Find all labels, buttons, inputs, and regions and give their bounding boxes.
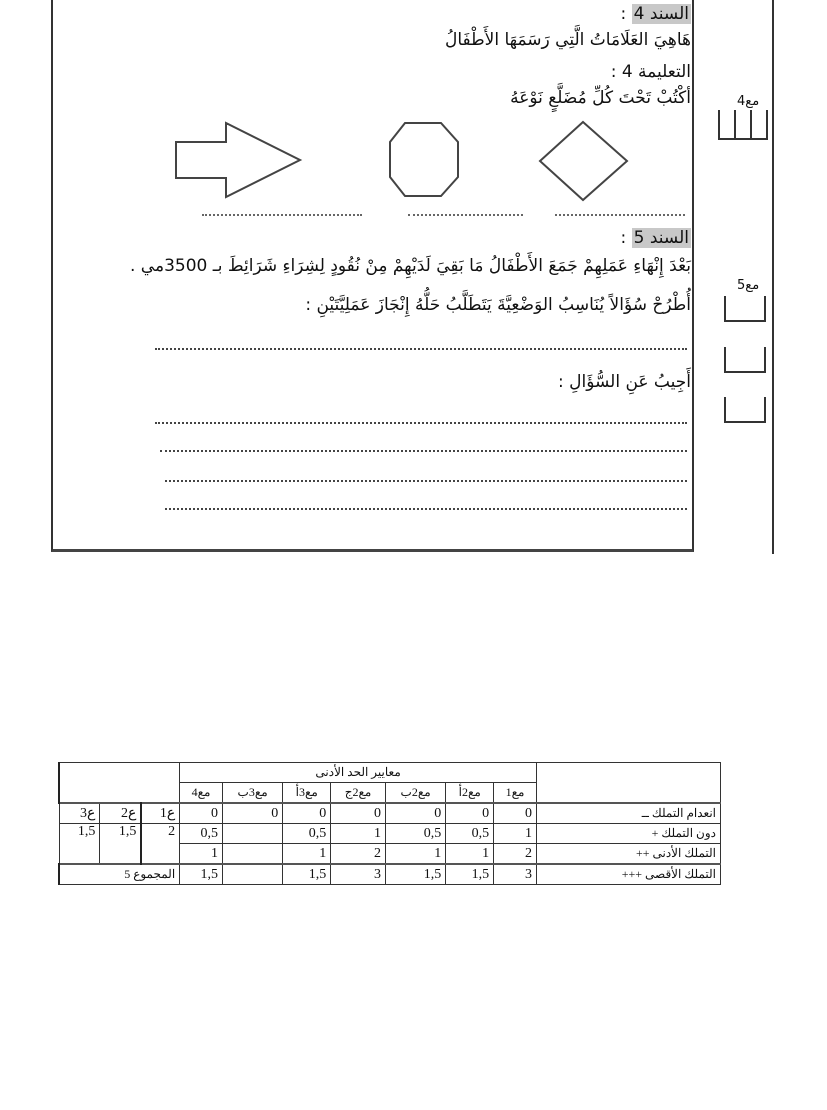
score-cell xyxy=(223,824,283,844)
excellence-score: 1,5 xyxy=(100,824,142,865)
section4-heading xyxy=(621,4,692,24)
criterion-header: مع4 xyxy=(180,783,223,804)
criterion-header: مع3أ xyxy=(283,783,331,804)
score-cell: 0,5 xyxy=(283,824,331,844)
criterion-header: مع1 xyxy=(494,783,537,804)
colon: : xyxy=(620,4,627,24)
total-label: المجموع 5 xyxy=(59,864,180,885)
score-cell: 1 xyxy=(283,844,331,865)
excellence-score: 2 xyxy=(141,824,179,865)
criterion5-score-box-1[interactable] xyxy=(724,296,766,322)
criterion5-score-box-3[interactable] xyxy=(724,397,766,423)
table-row xyxy=(59,803,721,824)
grading-table xyxy=(58,762,721,885)
section5-task2: أَجِيبُ عَنِ السُّؤَالِ : xyxy=(557,372,691,392)
excellence-header: ع3 xyxy=(59,803,100,824)
criterion-header: مع2ج xyxy=(331,783,386,804)
criterion-header: مع3ب xyxy=(223,783,283,804)
score-cell: 1 xyxy=(180,844,223,865)
instruction4-heading: التعليمة 4 : xyxy=(610,62,691,82)
table-row xyxy=(59,824,721,844)
score-cell: 0 xyxy=(494,803,537,824)
score-cell: 2 xyxy=(494,844,537,865)
octagon-shape xyxy=(385,120,465,200)
excellence-header: ع2 xyxy=(100,803,142,824)
score-cell xyxy=(223,844,283,865)
score-cell: 3 xyxy=(494,864,537,885)
score-cell: 1,5 xyxy=(180,864,223,885)
score-cell: 0,5 xyxy=(180,824,223,844)
score-cell: 0,5 xyxy=(385,824,445,844)
answer-line-arrow[interactable] xyxy=(202,214,362,216)
criterion-header: مع2ب xyxy=(385,783,445,804)
score-cell: 1,5 xyxy=(283,864,331,885)
answer-line-2[interactable] xyxy=(160,450,687,452)
exercise-frame xyxy=(51,0,694,552)
score-cell: 0 xyxy=(331,803,386,824)
table-row xyxy=(59,864,721,885)
instruction4-text: أكْتُبْ تَحْتَ كُلِّ مُضَلَّعٍ نَوْعَهُ xyxy=(510,88,691,108)
score-cell: 0 xyxy=(223,803,283,824)
score-cell: 2 xyxy=(331,844,386,865)
section4-question: هَاهِيَ العَلَامَاتُ الَّتِي رَسَمَهَا الأَطْفَالُ xyxy=(444,30,691,50)
section4-heading-label: السند 4 xyxy=(633,4,689,24)
answer-line-1[interactable] xyxy=(155,422,687,424)
arrow-shape xyxy=(170,120,310,200)
row-label: التملك الأدنى ++ xyxy=(537,844,721,865)
criterion-header: مع2أ xyxy=(446,783,494,804)
score-cell: 1,5 xyxy=(385,864,445,885)
answer-line-rhombus[interactable] xyxy=(555,214,685,216)
question-answer-line[interactable] xyxy=(155,348,687,350)
section5-heading xyxy=(621,228,692,248)
score-cell: 1 xyxy=(494,824,537,844)
criterion5-score-box-2[interactable] xyxy=(724,347,766,373)
answer-line-3[interactable] xyxy=(165,480,687,482)
section5-text: بَعْدَ إِنْهَاءِ عَمَلِهِمْ جَمَعَ الأَطْفَالُ مَا بَقِيَ لَدَيْهِمْ مِنْ نُقُودٍ لِشِرَاءِ شَرَائِطَ بـ 3500مي . xyxy=(129,256,691,276)
score-cell: 1 xyxy=(446,844,494,865)
answer-line-4[interactable] xyxy=(165,508,687,510)
section5-heading-label: السند 5 xyxy=(633,228,689,248)
margin-divider xyxy=(772,0,774,554)
score-cell: 0 xyxy=(385,803,445,824)
score-cell: 3 xyxy=(331,864,386,885)
colon: : xyxy=(620,228,627,248)
corner-cell xyxy=(537,763,721,804)
criterion5-label: مع5 xyxy=(737,278,760,293)
excellence-header-blank xyxy=(59,763,180,804)
score-cell: 0,5 xyxy=(446,824,494,844)
grading-table-title: معايير الحد الأدنى xyxy=(180,763,537,783)
row-label: التملك الأقصى +++ xyxy=(537,864,721,885)
criterion4-score-box[interactable] xyxy=(718,110,766,140)
answer-line-octagon[interactable] xyxy=(408,214,523,216)
row-label: دون التملك + xyxy=(537,824,721,844)
score-cell: 1,5 xyxy=(446,864,494,885)
criterion4-label: مع4 xyxy=(737,94,760,109)
section5-task1: أُطْرُحْ سُؤَالاً يُنَاسِبُ الوَضْعِيَّةَ يَتَطَلَّبُ حَلُّهُ إِنْجَازَ عَمَلِيَّتَيْنِ : xyxy=(305,295,691,315)
score-cell: 0 xyxy=(180,803,223,824)
rhombus-shape xyxy=(535,118,640,203)
excellence-header: ع1 xyxy=(141,803,179,824)
excellence-score: 1,5 xyxy=(59,824,100,865)
score-cell: 0 xyxy=(446,803,494,824)
score-cell: 0 xyxy=(283,803,331,824)
score-cell xyxy=(223,864,283,885)
row-label: انعدام التملك ــ xyxy=(537,803,721,824)
score-cell: 1 xyxy=(331,824,386,844)
score-cell: 1 xyxy=(385,844,445,865)
